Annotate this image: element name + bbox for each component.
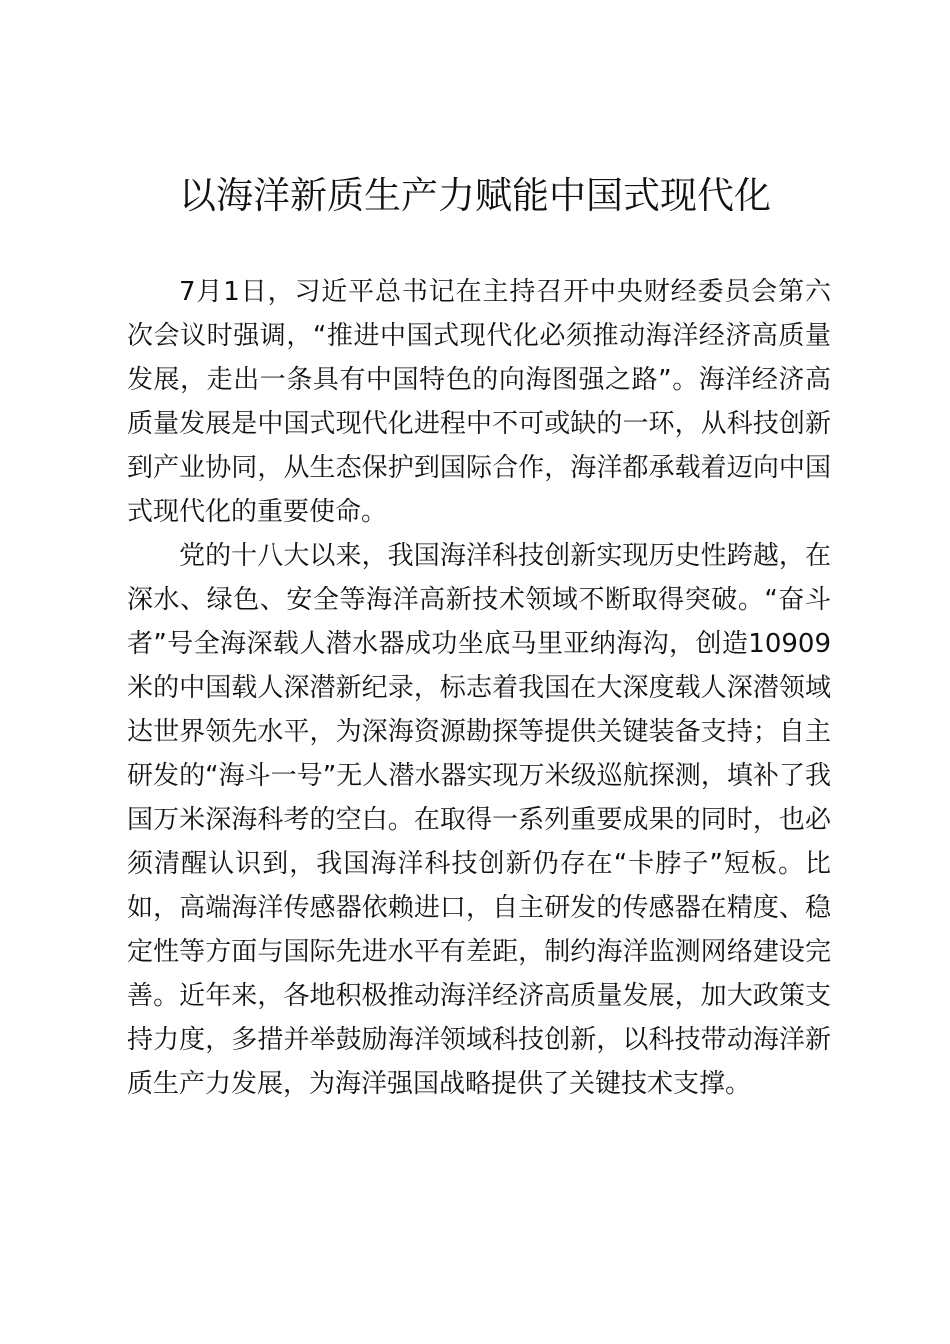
page-title: 以海洋新质生产力赋能中国式现代化 [179, 174, 771, 217]
paragraph-1: 7月1日，习近平总书记在主持召开中央财经委员会第六次会议时强调，“推进中国式现代化必须推动海洋经济高质量发展，走出一条具有中国特色的向海图强之路”。海洋经济高质量发展是中国式现代化进程中不可或缺的一环，从科技创新到产业协同，从生态保护到国际合作，海洋都承载着迈向中国式现代化的重要使命。 [127, 277, 831, 527]
article-body [127, 270, 831, 1106]
paragraph-2: 党的十八大以来，我国海洋科技创新实现历史性跨越，在深水、绿色、安全等海洋高新技术领域不断取得突破。“奋斗者”号全海深载人潜水器成功坐底马里亚纳海沟，创造10909米的中国载人深潜新纪录，标志着我国在大深度载人深潜领域达世界领先水平，为深海资源勘探等提供关键装备支持；自主研发的“海斗一号”无人潜水器实现万米级巡航探测，填补了我国万米深海科考的空白。在取得一系列重要成果的同时，也必须清醒认识到，我国海洋科技创新仍存在“卡脖子”短板。比如，高端海洋传感器依赖进口，自主研发的传感器在精度、稳定性等方面与国际先进水平有差距，制约海洋监测网络建设完善。近年来，各地积极推动海洋经济高质量发展，加大政策支持力度，多措并举鼓励海洋领域科技创新，以科技带动海洋新质生产力发展，为海洋强国战略提供了关键技术支撑。 [127, 541, 831, 1099]
